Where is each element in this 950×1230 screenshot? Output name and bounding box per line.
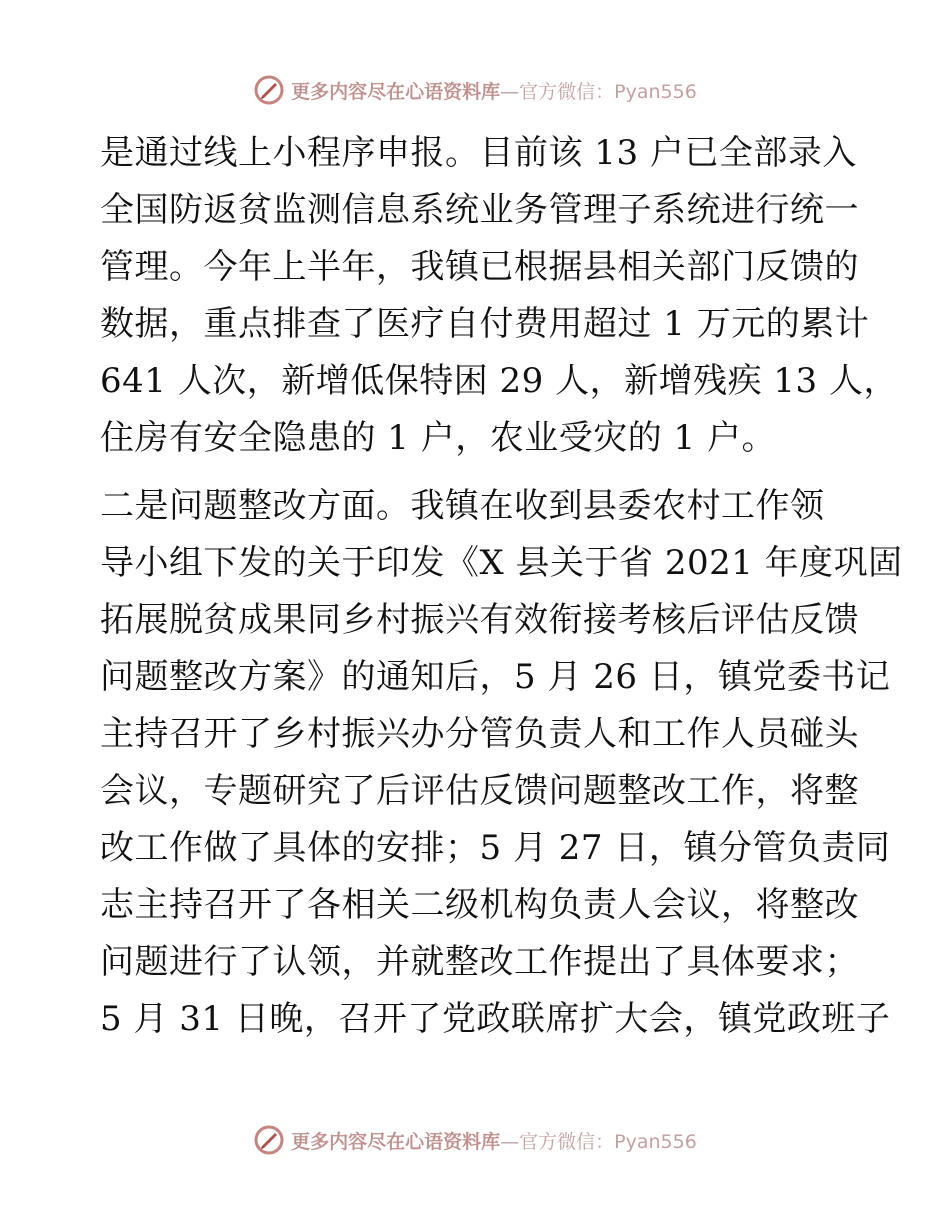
text-line: 拓展脱贫成果同乡村振兴有效衔接考核后评估反馈 <box>100 600 859 640</box>
text-line: 二是问题整改方面。我镇在收到县委农村工作领 <box>100 486 825 526</box>
watermark-main-text: 更多内容尽在心语资料库 <box>291 80 501 103</box>
paragraph-1 <box>100 125 898 467</box>
footer-watermark <box>0 1120 950 1160</box>
text-line: 会议，专题研究了后评估反馈问题整改工作，将整 <box>100 771 859 811</box>
text-line: 改工作做了具体的安排；5 月 27 日，镇分管负责同 <box>100 828 891 868</box>
watermark-logo-icon <box>253 74 285 106</box>
watermark-text <box>291 77 697 104</box>
text-line: 管理。今年上半年，我镇已根据县相关部门反馈的 <box>100 247 859 287</box>
watermark-separator: — <box>500 1130 520 1153</box>
text-line: 数据，重点排查了医疗自付费用超过 1 万元的累计 <box>100 304 870 344</box>
text-line: 问题进行了认领，并就整改工作提出了具体要求； <box>100 942 859 982</box>
text-line: 主持召开了乡村振兴办分管负责人和工作人员碰头 <box>100 714 859 754</box>
watermark-main-text: 更多内容尽在心语资料库 <box>291 1130 501 1153</box>
watermark-separator: — <box>500 80 520 103</box>
watermark-logo-icon <box>253 1124 285 1156</box>
text-line: 5 月 31 日晚，召开了党政联席扩大会，镇党政班子 <box>100 999 891 1039</box>
text-line: 导小组下发的关于印发《X 县关于省 2021 年度巩固 <box>100 543 903 583</box>
header-watermark <box>0 70 950 110</box>
watermark-contact: 官方微信：Pyan556 <box>519 80 697 103</box>
text-line: 全国防返贫监测信息系统业务管理子系统进行统一 <box>100 190 859 230</box>
watermark-contact: 官方微信：Pyan556 <box>519 1130 697 1153</box>
watermark-text <box>291 1127 697 1154</box>
text-line: 问题整改方案》的通知后，5 月 26 日，镇党委书记 <box>100 657 891 697</box>
text-line: 641 人次，新增低保特困 29 人，新增残疾 13 人， <box>100 361 898 401</box>
text-line: 志主持召开了各相关二级机构负责人会议，将整改 <box>100 885 859 925</box>
document-body <box>100 125 903 1048</box>
paragraph-2 <box>100 478 903 1048</box>
text-line: 是通过线上小程序申报。目前该 13 户已全部录入 <box>100 133 857 173</box>
text-line: 住房有安全隐患的 1 户，农业受灾的 1 户。 <box>100 418 776 458</box>
